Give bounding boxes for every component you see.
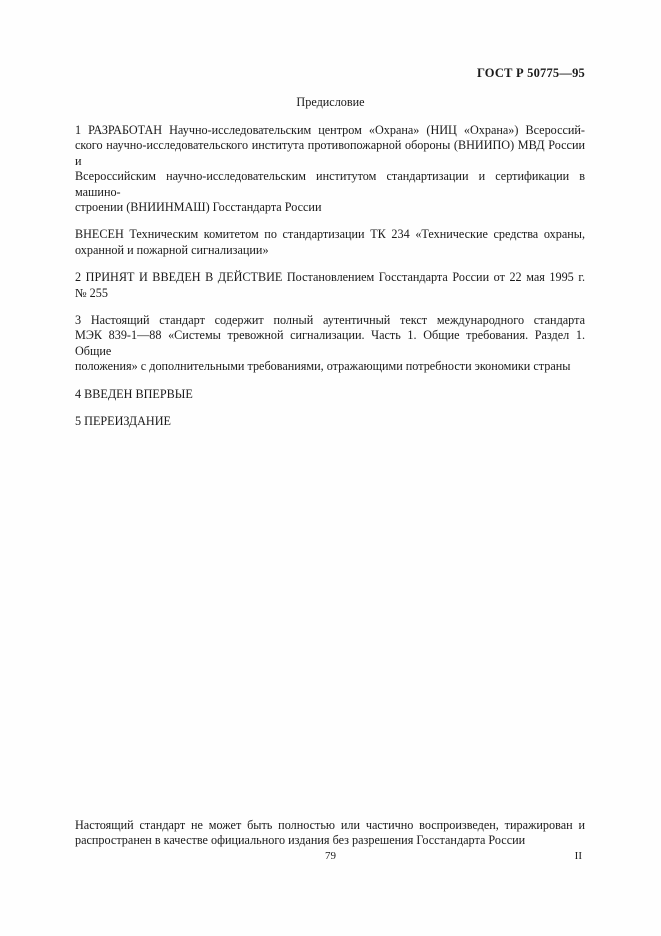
roman-page-number: II [574, 850, 582, 862]
paragraph-adopted [75, 270, 585, 301]
paragraph-introduced-first [75, 387, 585, 402]
paragraph-reissue [75, 414, 585, 429]
copyright-note [75, 818, 585, 849]
text-line: распространен в качестве официального издания без разрешения Госстандарта России [75, 833, 526, 848]
paragraph-developed-by [75, 123, 585, 215]
text-line: Всероссийским научно-исследовательским институтом стандартизации и сертификации в машино- [75, 169, 585, 199]
text-line: 4 ВВЕДЕН ВПЕРВЫЕ [75, 386, 193, 401]
text-line: 3 Настоящий стандарт содержит полный аутентичный текст международного стандарта [75, 313, 585, 328]
text-line: Настоящий стандарт не может быть полностью или частично воспроизведен, тиражирован и [75, 818, 585, 832]
text-line: 5 ПЕРЕИЗДАНИЕ [75, 414, 171, 429]
body-text [75, 123, 585, 441]
document-code: ГОСТ Р 50775—95 [476, 66, 585, 80]
text-line: МЭК 839-1—88 «Системы тревожной сигнализации. Часть 1. Общие требования. Раздел 1. Общие [75, 328, 585, 358]
page-title: Предисловие [296, 95, 365, 109]
text-line: 2 ПРИНЯТ И ВВЕДЕН В ДЕЙСТВИЕ Постановлением Госстандарта России от 22 мая 1995 г. [75, 270, 585, 285]
text-line: ского научно-исследовательского института противопожарной обороны (ВНИИПО) МВД России и [75, 138, 585, 168]
text-line: охранной и пожарной сигнализации» [75, 242, 269, 257]
text-line: № 255 [75, 285, 108, 300]
text-line: строении (ВНИИНМАШ) Госстандарта России [75, 200, 322, 215]
text-line: ВНЕСЕН Техническим комитетом по стандартизации ТК 234 «Технические средства охраны, [75, 227, 585, 242]
text-line: 1 РАЗРАБОТАН Научно-исследовательским центром «Охрана» (НИЦ «Охрана») Всероссий- [75, 123, 585, 137]
text-line: положения» с дополнительными требованиями, отражающими потребности экономики страны [75, 359, 571, 374]
page-number: 79 [325, 850, 336, 862]
paragraph-content [75, 313, 585, 375]
paragraph-submitted-by [75, 227, 585, 258]
